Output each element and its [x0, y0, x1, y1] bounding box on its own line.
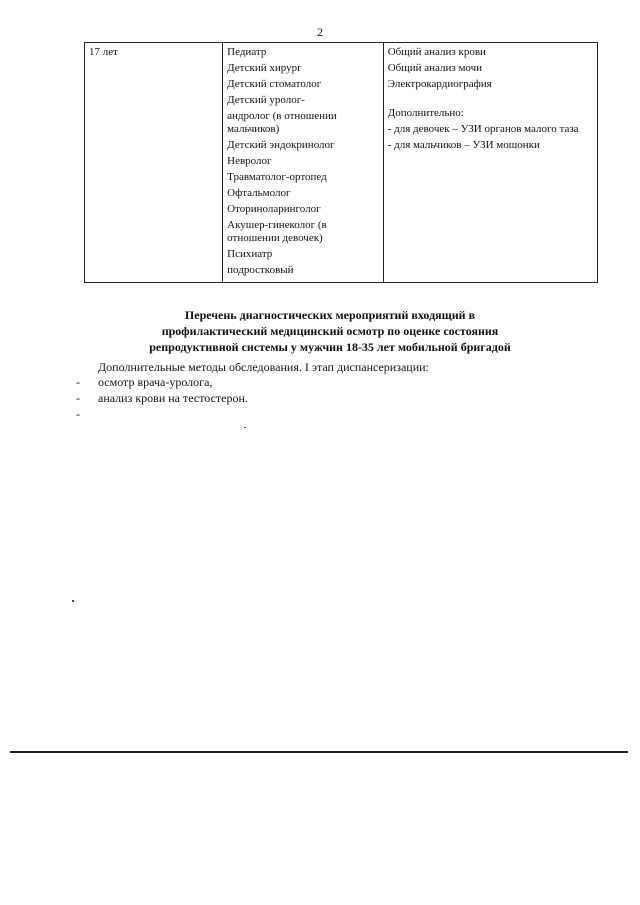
doctor-item: андролог (в отношении мальчиков): [227, 110, 337, 135]
title-line: репродуктивной системы у мужчин 18-35 лет мобильной бригадой: [149, 340, 511, 354]
additional-item: - для мальчиков – УЗИ мошонки: [387, 139, 540, 151]
doctor-item: Оториноларинголог: [227, 203, 321, 215]
doctor-item: Акушер-гинеколог (в отношении девочек): [227, 219, 327, 244]
list-item: [0, 407, 640, 423]
dash-marker: -: [76, 407, 80, 421]
doctor-item: подростковый: [227, 264, 294, 276]
test-item: Общий анализ мочи: [387, 62, 483, 74]
doctor-item: Педиатр: [227, 46, 267, 58]
list-item: [0, 375, 640, 391]
scan-speck: [72, 600, 74, 602]
doctor-item: Травматолог-ортопед: [227, 171, 327, 183]
table-row: [85, 43, 598, 283]
doctor-item: Детский эндокринолог: [227, 139, 335, 151]
test-item: Электрокардиография: [387, 78, 492, 90]
list-item-text: анализ крови на тестостерон.: [98, 391, 248, 405]
doctor-item: Детский уролог-: [227, 94, 305, 106]
examination-table: [84, 42, 598, 283]
scan-speck: [244, 427, 246, 428]
dash-marker: -: [76, 391, 80, 405]
tests-cell: [383, 43, 597, 283]
additional-item: - для девочек – УЗИ органов малого таза: [387, 123, 579, 135]
additional-label: Дополнительно:: [387, 107, 464, 119]
intro-text: Дополнительные методы обследования. I этап диспансеризации:: [98, 360, 429, 374]
section-title: [60, 307, 600, 355]
footer-rule: [10, 751, 628, 753]
dash-marker: -: [76, 375, 80, 389]
spacer: [388, 94, 593, 107]
doctor-item: Невролог: [227, 155, 272, 167]
methods-list: [0, 375, 640, 423]
doctor-item: Офтальмолог: [227, 187, 291, 199]
doctor-item: Психиатр: [227, 248, 273, 260]
title-line: профилактический медицинский осмотр по оценке состояния: [161, 324, 499, 338]
page-number: 2: [317, 25, 323, 39]
title-line: Перечень диагностических мероприятий входящий в: [184, 308, 476, 322]
test-item: Общий анализ крови: [387, 46, 486, 58]
doctors-cell: [223, 43, 384, 283]
doctor-item: Детский стоматолог: [227, 78, 322, 90]
doctor-item: Детский хирург: [227, 62, 302, 74]
list-item-text: осмотр врача-уролога,: [98, 375, 213, 389]
age-cell: 17 лет: [85, 43, 223, 283]
list-item: [0, 391, 640, 407]
